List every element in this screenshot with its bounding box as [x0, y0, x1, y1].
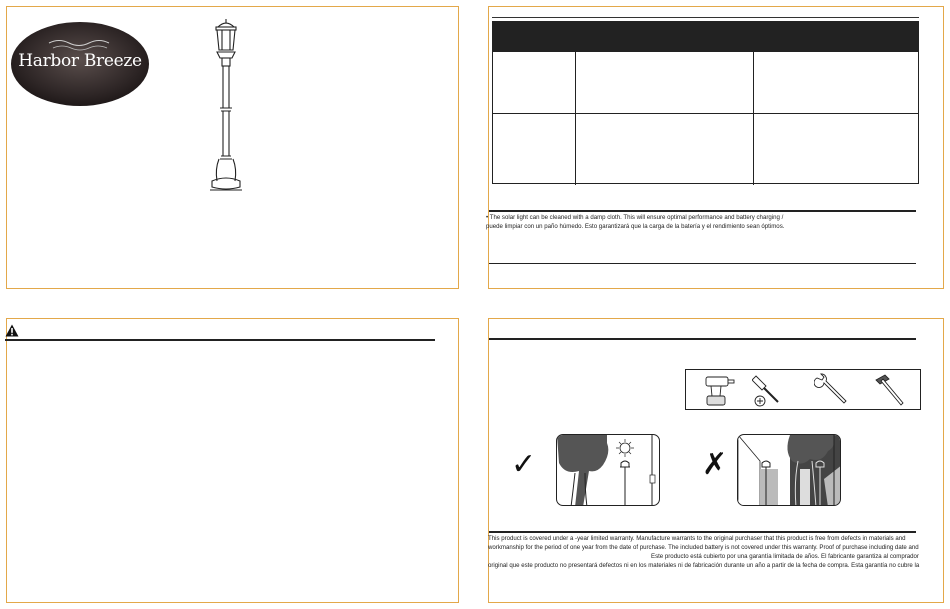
logo-text: Harbor Breeze [18, 51, 142, 71]
warning-rule [5, 339, 435, 341]
installation-panel [488, 318, 944, 603]
bad-placement-scene [737, 434, 841, 506]
shaded-garden-illustration [738, 435, 841, 506]
lamp-post-illustration [205, 18, 247, 194]
tools-top-rule [489, 338, 916, 340]
care-top-rule [489, 210, 916, 212]
table-top-rule [492, 17, 919, 18]
brand-logo [9, 19, 151, 109]
drill-icon [702, 372, 738, 408]
troubleshooting-panel [488, 6, 944, 289]
warranty-line-1: This product is covered under a -year limited warranty. Manufacture warrants to the original purchaser that this product is free from defects in materials and [488, 535, 906, 542]
care-text-en: • The solar light can be cleaned with a damp cloth. This will ensure optimal performance and battery charging / [486, 214, 784, 221]
warranty-top-rule [489, 531, 916, 533]
hammer-icon [872, 372, 908, 408]
cover-panel [6, 6, 459, 289]
warning-panel [6, 318, 459, 603]
good-placement-scene [556, 434, 660, 506]
tools-box [685, 369, 921, 410]
screwdriver-icon [752, 372, 788, 408]
care-bottom-rule [489, 263, 916, 264]
table-column-divider [575, 52, 576, 185]
table-column-divider [753, 52, 754, 185]
wrench-icon [814, 372, 850, 408]
table-row-divider [493, 113, 918, 114]
table-header [493, 22, 918, 52]
bad-placement-mark: ✗ [702, 447, 728, 482]
warranty-line-3: Este producto está cubierto por una garantía limitada de años. El fabricante garantiza al comprador [651, 553, 919, 560]
warranty-line-4: original que este producto no presentará defectos ni en los materiales ni de fabricación durante un año a partir de la fecha de compra. Esta garantía no cubre la [488, 562, 920, 569]
sunny-garden-illustration [557, 435, 660, 506]
warranty-line-2: workmanship for the period of one year from the date of purchase. The included battery is not covered under this warranty. Proof of purchase including date and [488, 544, 919, 551]
warning-header [5, 323, 435, 339]
good-placement-mark: ✓ [511, 447, 537, 482]
troubleshooting-table [492, 21, 919, 184]
care-text-es: puede limpiar con un paño húmedo. Esto garantizará que la carga de la batería y el rendimiento sean óptimos. [486, 223, 785, 230]
warning-icon [5, 324, 19, 337]
